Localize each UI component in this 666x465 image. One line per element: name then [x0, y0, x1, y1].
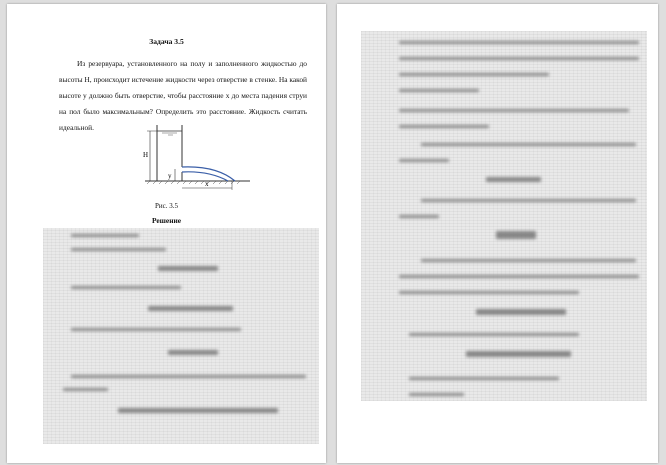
- page-1: [7, 4, 326, 463]
- figure-tank-jet: [135, 119, 255, 194]
- page-2: [337, 4, 658, 463]
- blurred-solution-region: [43, 228, 319, 444]
- label-H: H: [143, 151, 149, 159]
- label-x: x: [205, 180, 209, 188]
- blurred-page-2-content: [361, 31, 647, 401]
- problem-title: Задача 3.5: [149, 37, 184, 46]
- solution-heading: Решение: [151, 216, 181, 225]
- problem-text: Из резервуара, установленного на полу и заполненного жидкостью до высоты H, происходит истечение жидкости через отверстие в стенке. На какой высоте y должно быть отверстие, чтобы расстояние x до места падения струи на пол было максимальным? Определить это расстояние. Жидкость считать идеальной.: [59, 59, 307, 132]
- label-y: y: [168, 172, 172, 180]
- figure-caption: Рис. 3.5: [155, 202, 178, 210]
